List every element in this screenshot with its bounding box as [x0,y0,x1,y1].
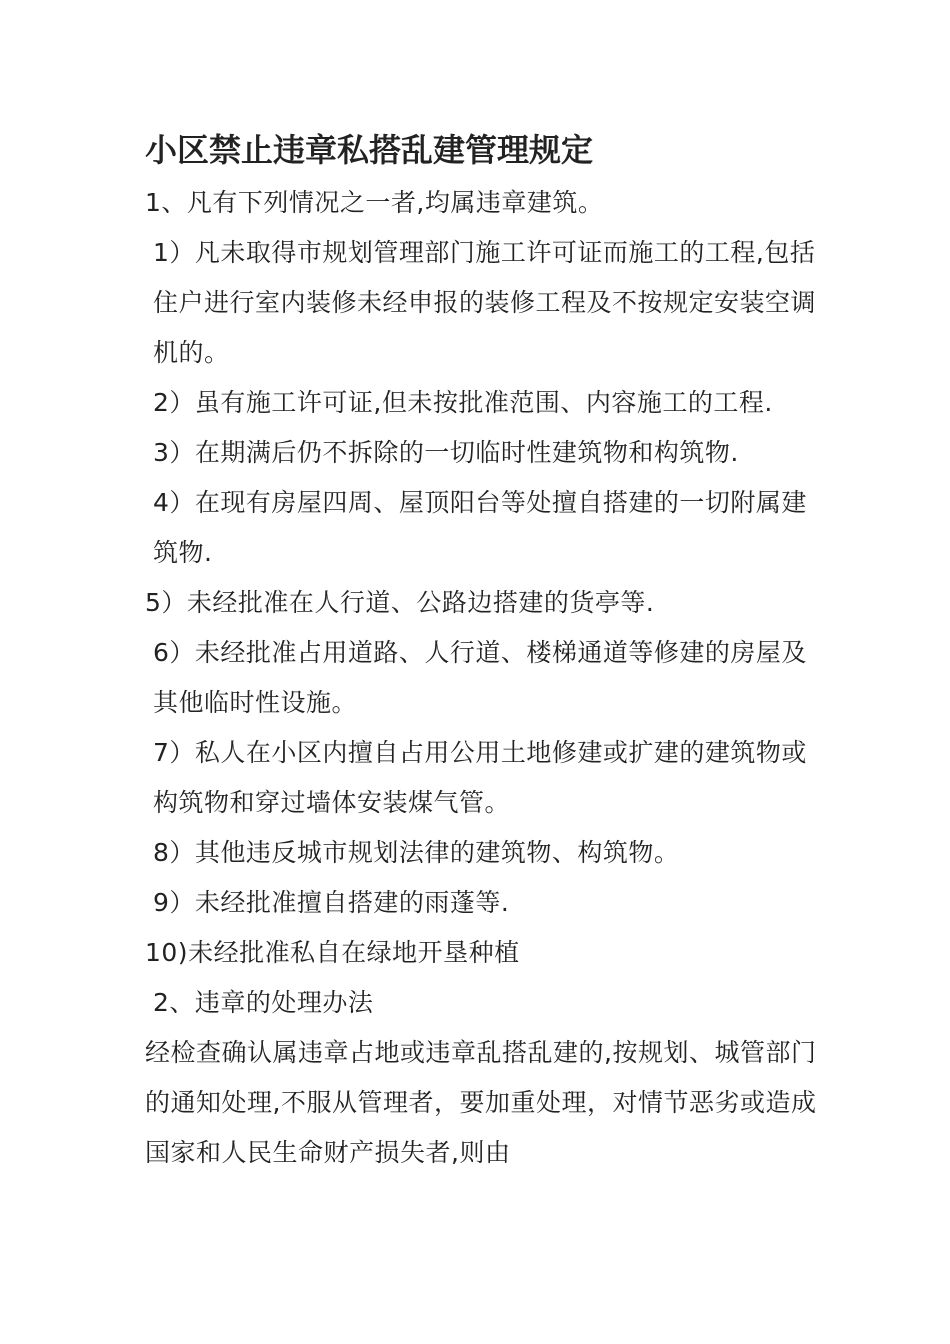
paragraph-item-7: 7）私人在小区内擅自占用公用土地修建或扩建的建筑物或构筑物和穿过墙体安装煤气管。 [153,738,807,817]
paragraph-item-5: 5）未经批准在人行道、公路边搭建的货亭等. [145,588,655,617]
paragraph-clause-2: 2、违章的处理办法 [153,988,374,1017]
paragraph-clause-1: 1、凡有下列情况之一者,均属违章建筑。 [145,188,604,217]
paragraph-item-3: 3）在期满后仍不拆除的一切临时性建筑物和构筑物. [153,438,739,467]
paragraph-handling-method: 经检查确认属违章占地或违章乱搭乱建的,按规划、城管部门的通知处理,不服从管理者，要加重处理，对情节恶劣或造成国家和人民生命财产损失者,则由 [145,1038,817,1167]
document-title: 小区禁止违章私搭乱建管理规定 [145,131,594,169]
document-body [145,128,825,1178]
paragraph-item-9: 9）未经批准擅自搭建的雨蓬等. [153,888,510,917]
paragraph-item-4: 4）在现有房屋四周、屋顶阳台等处擅自搭建的一切附属建筑物. [153,488,807,567]
paragraph-item-10: 10)未经批准私自在绿地开垦种植 [145,938,520,967]
paragraph-item-1: 1）凡未取得市规划管理部门施工许可证而施工的工程,包括住户进行室内装修未经申报的装修工程及不按规定安装空调机的。 [153,238,817,367]
paragraph-item-8: 8）其他违反城市规划法律的建筑物、构筑物。 [153,838,680,867]
paragraph-item-2: 2）虽有施工许可证,但未按批准范围、内容施工的工程. [153,388,773,417]
paragraph-item-6: 6）未经批准占用道路、人行道、楼梯通道等修建的房屋及其他临时性设施。 [153,638,807,717]
